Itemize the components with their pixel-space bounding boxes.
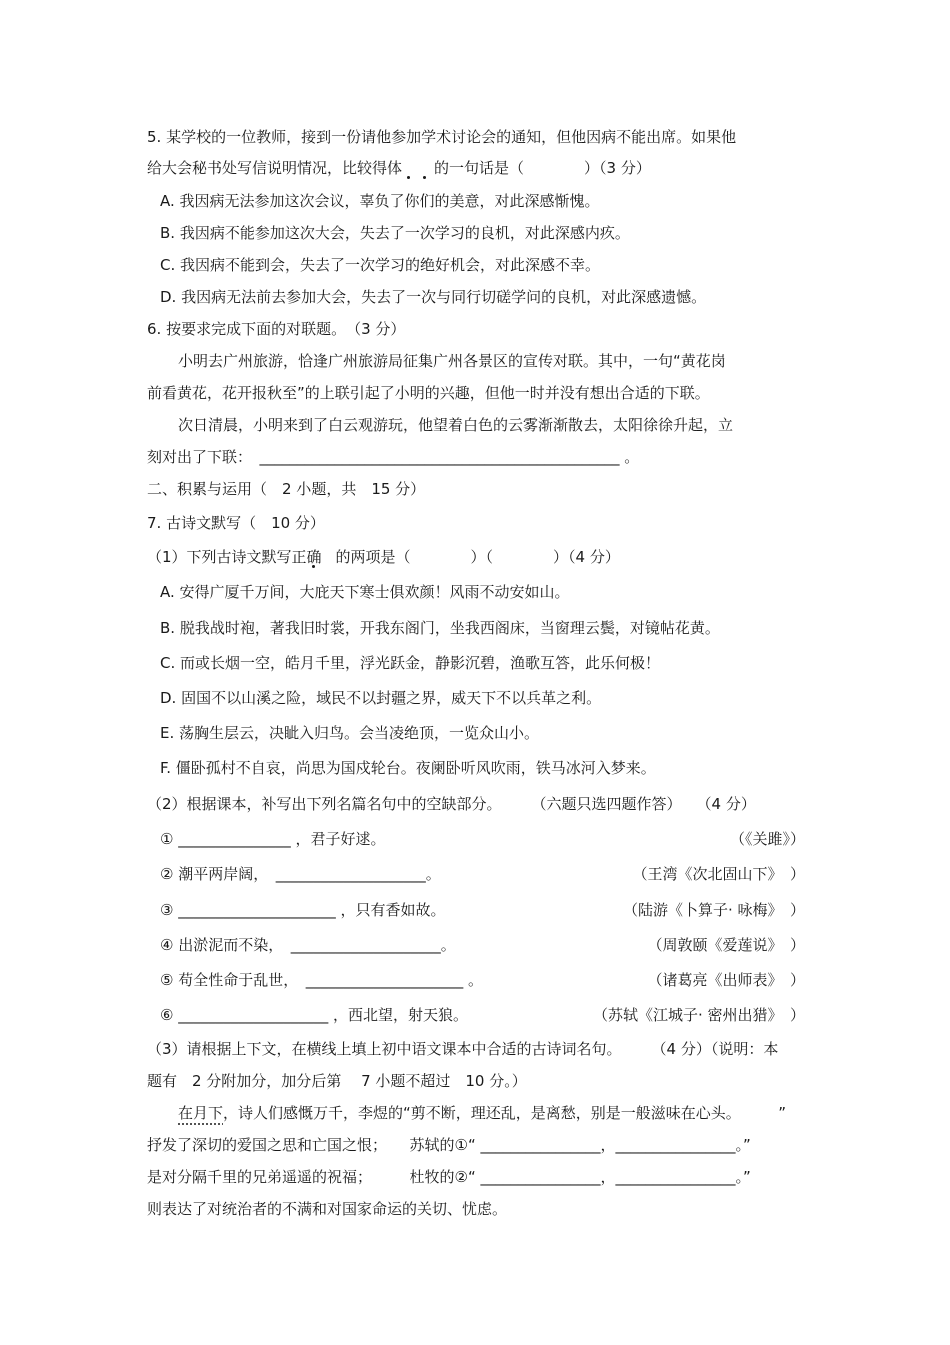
q6-title: 6. 按要求完成下面的对联题。 （3 分） (147, 320, 406, 338)
q7-sub1 (147, 547, 620, 567)
q7-title: 7. 古诗文默写（ 10 分） (147, 514, 325, 532)
blank-item-6: ⑥ ____________________ ，西北望，射天狼。 (160, 1006, 468, 1024)
q5-line2b: 的一句话是（ ）（3 分） (434, 159, 651, 177)
blank-source-5: （诸葛亮《出师表》 ） (647, 971, 805, 989)
q7-sub1a: （1）下列古诗文默写正确 (147, 548, 322, 566)
q7-p3a-line (178, 1103, 786, 1123)
q7-sub3a: （3）请根据上下文，在横线上填上初中语文课本中合适的古诗词名句。 （4 分）（说明：本 (147, 1040, 779, 1058)
q7-p3a: ，诗人们感慨万千，李煜的“剪不断，理还乱，是离愁，别是一般滋味在心头。 ” (223, 1104, 787, 1122)
q7-sub2: （2）根据课本，补写出下列名篇名句中的空缺部分。 （六题只选四题作答） （4 分） (147, 795, 756, 813)
blank-source-1: （《关雎》） (729, 830, 805, 848)
section2-heading: 二、积累与运用（ 2 小题，共 15 分） (147, 480, 426, 498)
q5-line2a: 给大会秘书处写信说明情况，比较得体 (147, 159, 403, 177)
q6-p1b: 前看黄花，花开报秋至”的上联引起了小明的兴趣，但他一时并没有想出合适的下联。 (147, 384, 710, 402)
q7-p3c: 是对分隔千里的兄弟遥遥的祝福； 杜牧的②“ ________________，________________。” (147, 1168, 751, 1186)
q7-option-f: F. 僵卧孤村不自哀，尚思为国戍轮台。夜阑卧听风吹雨，铁马冰河入梦来。 (160, 759, 656, 777)
blank-item-2: ② 潮平两岸阔， ____________________。 (160, 865, 441, 883)
blank-source-2: （王湾《次北固山下》 ） (632, 865, 805, 883)
q5-option-c: C. 我因病不能到会，失去了一次学习的绝好机会，对此深感不幸。 (160, 256, 601, 274)
blank-source-3: （陆游《卜算子· 咏梅》 ） (622, 901, 805, 919)
q7-p3d: 则表达了对统治者的不满和对国家命运的关切、忧虑。 (147, 1200, 508, 1218)
q7-p3b: 抒发了深切的爱国之思和亡国之恨； 苏轼的①“ ________________，________________。” (147, 1136, 751, 1154)
blank-item-4: ④ 出淤泥而不染， ____________________。 (160, 936, 456, 954)
blank-item-1: ① _______________ ，君子好逑。 (160, 830, 386, 848)
blank-item-3: ③ _____________________ ，只有香如故。 (160, 901, 446, 919)
blank-item-5: ⑤ 苟全性命于乱世， _____________________ 。 (160, 971, 483, 989)
q7-sub3b: 题有 2 分附加分，加分后第 7 小题不超过 10 分。） (147, 1072, 527, 1090)
q6-p2b: 刻对出了下联： ________________________________________________ 。 (147, 448, 640, 466)
q7-option-d: D. 固国不以山溪之险，域民不以封疆之界，威天下不以兵革之利。 (160, 689, 602, 707)
blank-source-4: （周敦颐《爱莲说》 ） (647, 936, 805, 954)
q5-line1: 5. 某学校的一位教师，接到一份请他参加学术讨论会的通知，但他因病不能出席。如果他 (147, 128, 737, 146)
q7-option-c: C. 而或长烟一空，皓月千里，浮光跃金，静影沉碧，渔歌互答，此乐何极！ (160, 654, 661, 672)
emphasized-phrase: 在月下 (178, 1104, 224, 1122)
q5-option-b: B. 我因病不能参加这次大会，失去了一次学习的良机，对此深感内疚。 (160, 224, 630, 242)
q6-p1a: 小明去广州旅游，恰逢广州旅游局征集广州各景区的宣传对联。其中，一句“黄花岗 (178, 352, 726, 370)
q5-line2 (147, 158, 651, 178)
blank-source-6: （苏轼《江城子· 密州出猎》 ） (592, 1006, 805, 1024)
q7-option-e: E. 荡胸生层云，决眦入归鸟。会当凌绝顶，一览众山小。 (160, 724, 540, 742)
q7-sub1b: 的两项是（ ）（ ）（4 分） (335, 548, 620, 566)
q7-option-a: A. 安得广厦千万间，大庇天下寒士俱欢颜！风雨不动安如山。 (160, 583, 570, 601)
q5-option-a: A. 我因病无法参加这次会议，辜负了你们的美意，对此深感惭愧。 (160, 192, 600, 210)
q7-option-b: B. 脱我战时袍，著我旧时裳，开我东阁门，坐我西阁床，当窗理云鬓，对镜帖花黄。 (160, 619, 720, 637)
q5-option-d: D. 我因病无法前去参加大会，失去了一次与同行切磋学问的良机，对此深感遗憾。 (160, 288, 707, 306)
q6-p2a: 次日清晨，小明来到了白云观游玩，他望着白色的云雾渐渐散去，太阳徐徐升起，立 (178, 416, 734, 434)
